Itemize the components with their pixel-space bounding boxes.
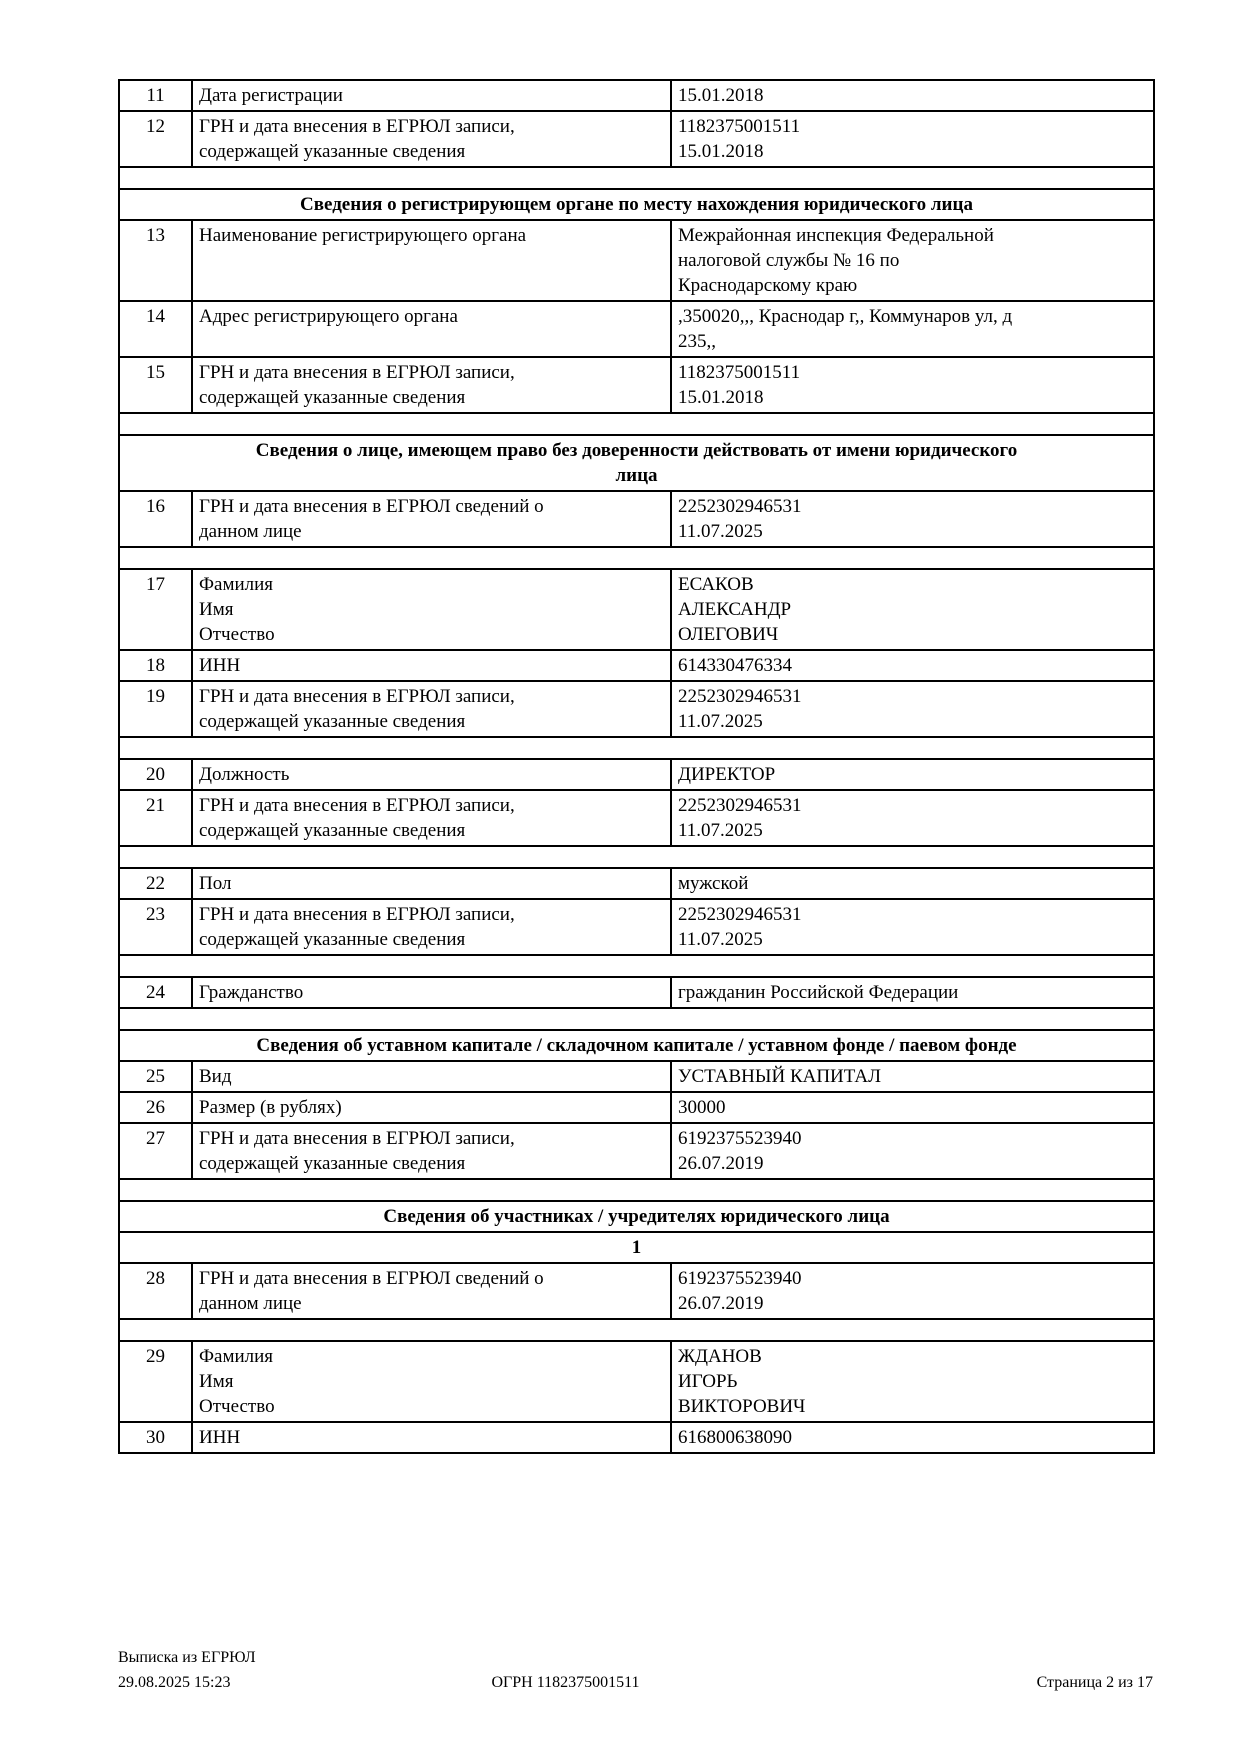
egrul-table-body: [119, 80, 1154, 1453]
text-line: 6192375523940: [678, 1268, 802, 1289]
spacer-row: [119, 955, 1154, 977]
row-value: [671, 569, 1154, 650]
text-line: ,350020,,, Краснодар г,, Коммунаров ул, д: [678, 306, 1013, 327]
footer-ogrn: ОГРН 1182375001511: [491, 1674, 640, 1691]
text-line: Дата регистрации: [199, 85, 343, 106]
row-label: [192, 1422, 671, 1453]
row-value: [671, 1263, 1154, 1319]
text-line: содержащей указанные сведения: [199, 711, 466, 732]
text-line: Адрес регистрирующего органа: [199, 306, 458, 327]
text-line: 11.07.2025: [678, 521, 763, 542]
text-line: Сведения об уставном капитале / складочном капитале / уставном фонде / паевом фонде: [256, 1035, 1017, 1056]
spacer-row: [119, 413, 1154, 435]
spacer-row: [119, 846, 1154, 868]
text-line: АЛЕКСАНДР: [678, 599, 792, 620]
row-number: 11: [119, 80, 192, 111]
row-value: [671, 899, 1154, 955]
text-line: данном лице: [199, 1293, 302, 1314]
table-row: [119, 868, 1154, 899]
participant-index: [119, 1232, 1154, 1263]
row-value: [671, 357, 1154, 413]
text-line: ВИКТОРОВИЧ: [678, 1396, 806, 1417]
row-number: 16: [119, 491, 192, 547]
text-line: Вид: [199, 1066, 232, 1087]
table-row: [119, 899, 1154, 955]
spacer-cell: [119, 1179, 1154, 1201]
text-line: ЖДАНОВ: [678, 1346, 762, 1367]
text-line: ГРН и дата внесения в ЕГРЮЛ записи,: [199, 1128, 515, 1149]
section-header-row: [119, 1030, 1154, 1061]
text-line: налоговой службы № 16 по: [678, 250, 900, 271]
text-line: Сведения о лице, имеющем право без доверенности действовать от имени юридического: [255, 440, 1018, 461]
text-line: содержащей указанные сведения: [199, 387, 466, 408]
row-label: [192, 357, 671, 413]
table-row: [119, 80, 1154, 111]
spacer-cell: [119, 1008, 1154, 1030]
row-value: [671, 80, 1154, 111]
text-line: ИНН: [199, 655, 241, 676]
section-header: [119, 189, 1154, 220]
text-line: 26.07.2019: [678, 1153, 764, 1174]
footer-line2: [118, 1670, 1153, 1695]
text-line: Отчество: [199, 624, 275, 645]
text-line: ГРН и дата внесения в ЕГРЮЛ записи,: [199, 795, 515, 816]
section-header-row: [119, 435, 1154, 491]
text-line: ГРН и дата внесения в ЕГРЮЛ записи,: [199, 116, 515, 137]
text-line: Пол: [199, 873, 232, 894]
text-line: Размер (в рублях): [199, 1097, 342, 1118]
table-row: [119, 357, 1154, 413]
text-line: Отчество: [199, 1396, 275, 1417]
table-row: [119, 1341, 1154, 1422]
text-line: ЕСАКОВ: [678, 574, 754, 595]
row-label: [192, 301, 671, 357]
text-line: Имя: [199, 1371, 234, 1392]
row-label: [192, 977, 671, 1008]
text-line: 614330476334: [678, 655, 792, 676]
row-value: [671, 1061, 1154, 1092]
text-line: Фамилия: [199, 574, 274, 595]
spacer-row: [119, 1319, 1154, 1341]
row-number: 20: [119, 759, 192, 790]
row-number: 22: [119, 868, 192, 899]
row-label: [192, 650, 671, 681]
text-line: ДИРЕКТОР: [678, 764, 776, 785]
egrul-table: [118, 79, 1155, 1454]
table-row: [119, 681, 1154, 737]
row-label: [192, 790, 671, 846]
text-line: 1182375001511: [678, 116, 801, 137]
section-header: [119, 1201, 1154, 1232]
row-value: [671, 491, 1154, 547]
text-line: ГРН и дата внесения в ЕГРЮЛ записи,: [199, 904, 515, 925]
row-value: [671, 977, 1154, 1008]
text-line: 30000: [678, 1097, 726, 1118]
row-value: [671, 301, 1154, 357]
row-number: 12: [119, 111, 192, 167]
section-header: [119, 1030, 1154, 1061]
text-line: 15.01.2018: [678, 141, 764, 162]
row-number: 14: [119, 301, 192, 357]
text-line: ГРН и дата внесения в ЕГРЮЛ записи,: [199, 686, 515, 707]
row-number: 15: [119, 357, 192, 413]
footer-datetime: 29.08.2025 15:23: [118, 1674, 231, 1691]
row-number: 26: [119, 1092, 192, 1123]
spacer-cell: [119, 167, 1154, 189]
row-label: [192, 569, 671, 650]
text-line: 2252302946531: [678, 496, 802, 517]
table-row: [119, 220, 1154, 301]
text-line: 616800638090: [678, 1427, 792, 1448]
text-line: мужской: [678, 873, 749, 894]
text-line: ИГОРЬ: [678, 1371, 738, 1392]
text-line: Гражданство: [199, 982, 304, 1003]
text-line: 11.07.2025: [678, 820, 763, 841]
row-label: [192, 80, 671, 111]
spacer-row: [119, 1179, 1154, 1201]
spacer-cell: [119, 737, 1154, 759]
row-label: [192, 1061, 671, 1092]
text-line: 2252302946531: [678, 686, 802, 707]
text-line: данном лице: [199, 521, 302, 542]
spacer-cell: [119, 1319, 1154, 1341]
spacer-cell: [119, 955, 1154, 977]
text-line: 26.07.2019: [678, 1293, 764, 1314]
spacer-cell: [119, 846, 1154, 868]
table-row: [119, 491, 1154, 547]
text-line: УСТАВНЫЙ КАПИТАЛ: [678, 1066, 882, 1087]
text-line: ГРН и дата внесения в ЕГРЮЛ сведений о: [199, 496, 544, 517]
spacer-row: [119, 547, 1154, 569]
text-line: Имя: [199, 599, 234, 620]
text-line: 1182375001511: [678, 362, 801, 383]
row-number: 28: [119, 1263, 192, 1319]
row-number: 30: [119, 1422, 192, 1453]
text-line: содержащей указанные сведения: [199, 1153, 466, 1174]
row-label: [192, 111, 671, 167]
table-row: [119, 569, 1154, 650]
text-line: 11.07.2025: [678, 711, 763, 732]
row-value: [671, 220, 1154, 301]
table-row: [119, 111, 1154, 167]
text-line: лица: [615, 465, 658, 486]
text-line: 2252302946531: [678, 795, 802, 816]
text-line: 6192375523940: [678, 1128, 802, 1149]
text-line: ИНН: [199, 1427, 241, 1448]
spacer-cell: [119, 547, 1154, 569]
text-line: 11.07.2025: [678, 929, 763, 950]
table-row: [119, 1061, 1154, 1092]
text-line: гражданин Российской Федерации: [678, 982, 959, 1003]
row-value: [671, 790, 1154, 846]
table-row: [119, 1092, 1154, 1123]
text-line: содержащей указанные сведения: [199, 141, 466, 162]
table-row: [119, 650, 1154, 681]
table-row: [119, 1422, 1154, 1453]
row-label: [192, 681, 671, 737]
text-line: Краснодарскому краю: [678, 275, 858, 296]
text-line: содержащей указанные сведения: [199, 820, 466, 841]
text-line: Наименование регистрирующего органа: [199, 225, 527, 246]
text-line: Межрайонная инспекция Федеральной: [678, 225, 994, 246]
row-label: [192, 868, 671, 899]
text-line: 1: [631, 1237, 642, 1258]
row-label: [192, 1341, 671, 1422]
text-line: ГРН и дата внесения в ЕГРЮЛ записи,: [199, 362, 515, 383]
text-line: Сведения о регистрирующем органе по месту нахождения юридического лица: [300, 194, 973, 215]
participant-index-row: [119, 1232, 1154, 1263]
row-number: 19: [119, 681, 192, 737]
row-value: [671, 1341, 1154, 1422]
row-number: 21: [119, 790, 192, 846]
row-value: [671, 759, 1154, 790]
table-row: [119, 977, 1154, 1008]
row-number: 23: [119, 899, 192, 955]
row-value: [671, 1092, 1154, 1123]
text-line: 15.01.2018: [678, 85, 764, 106]
row-value: [671, 868, 1154, 899]
text-line: содержащей указанные сведения: [199, 929, 466, 950]
page-footer: [118, 1645, 1153, 1695]
text-line: 2252302946531: [678, 904, 802, 925]
section-header: [119, 435, 1154, 491]
row-number: 27: [119, 1123, 192, 1179]
text-line: Должность: [199, 764, 290, 785]
row-number: 18: [119, 650, 192, 681]
row-value: [671, 1422, 1154, 1453]
row-number: 29: [119, 1341, 192, 1422]
table-row: [119, 301, 1154, 357]
footer-page-number: Страница 2 из 17: [1036, 1674, 1153, 1691]
footer-doc-type: Выписка из ЕГРЮЛ: [118, 1649, 256, 1666]
table-row: [119, 790, 1154, 846]
row-value: [671, 681, 1154, 737]
row-value: [671, 650, 1154, 681]
table-row: [119, 1123, 1154, 1179]
row-label: [192, 759, 671, 790]
text-line: ОЛЕГОВИЧ: [678, 624, 779, 645]
text-line: 235,,: [678, 331, 716, 352]
table-row: [119, 759, 1154, 790]
text-line: Фамилия: [199, 1346, 274, 1367]
row-label: [192, 1263, 671, 1319]
row-number: 24: [119, 977, 192, 1008]
text-line: ГРН и дата внесения в ЕГРЮЛ сведений о: [199, 1268, 544, 1289]
row-label: [192, 491, 671, 547]
row-value: [671, 111, 1154, 167]
row-number: 13: [119, 220, 192, 301]
row-label: [192, 1123, 671, 1179]
spacer-row: [119, 1008, 1154, 1030]
row-value: [671, 1123, 1154, 1179]
text-line: Сведения об участниках / учредителях юридического лица: [383, 1206, 890, 1227]
section-header-row: [119, 1201, 1154, 1232]
row-number: 25: [119, 1061, 192, 1092]
spacer-row: [119, 737, 1154, 759]
spacer-row: [119, 167, 1154, 189]
row-number: 17: [119, 569, 192, 650]
row-label: [192, 220, 671, 301]
table-row: [119, 1263, 1154, 1319]
row-label: [192, 899, 671, 955]
spacer-cell: [119, 413, 1154, 435]
section-header-row: [119, 189, 1154, 220]
row-label: [192, 1092, 671, 1123]
text-line: 15.01.2018: [678, 387, 764, 408]
